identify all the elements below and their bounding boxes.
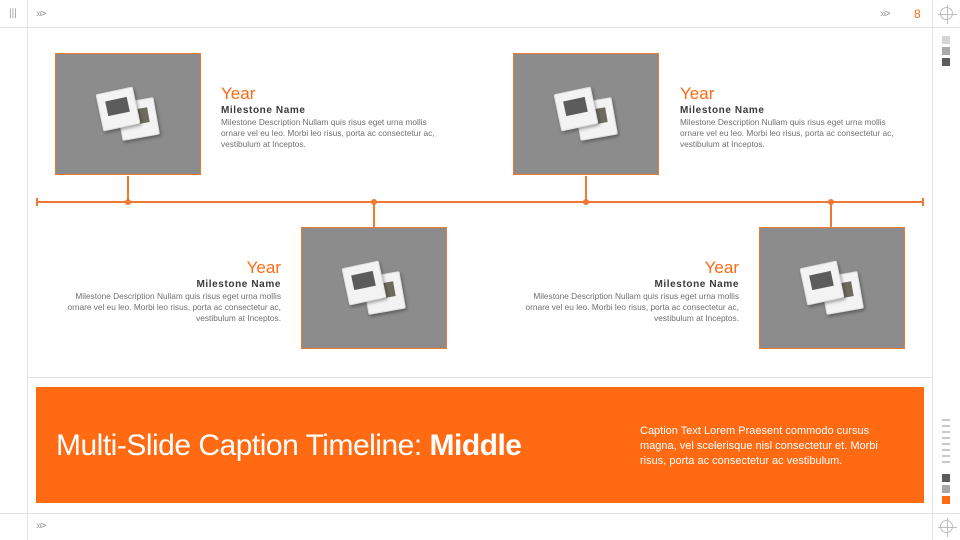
page-number: 8 [914, 7, 921, 21]
chevrons-icon[interactable]: »> [880, 8, 889, 20]
caption-title-light: Multi-Slide Caption Timeline: [56, 429, 430, 462]
swatch-light [942, 36, 950, 44]
swatch-mid [942, 485, 950, 493]
milestone-year: Year [246, 258, 281, 277]
chevrons-icon[interactable]: »> [36, 8, 45, 20]
crosshair-icon [940, 7, 953, 20]
swatch-dark [942, 474, 950, 482]
guide-mid [28, 377, 932, 378]
swatch-dark [942, 58, 950, 66]
milestone-node [371, 199, 377, 205]
milestone-description: Milestone Description Nullam quis risus eget urna mollis ornare vel eu leo. Morbi leo risus, porta ac consectetur ac, vestibulum at Inceptos. [221, 117, 435, 149]
milestone-photo[interactable] [55, 53, 201, 175]
milestone-name: Milestone Name [221, 105, 306, 116]
milestone-description: Milestone Description Nullam quis risus eget urna mollis ornare vel eu leo. Morbi leo risus, porta ac consectetur ac, vestibulum at Inceptos. [525, 291, 739, 323]
guide-left [27, 0, 28, 540]
milestone-photo[interactable] [513, 53, 659, 175]
caption-title-bold: Middle [429, 429, 522, 462]
guide-tick [942, 449, 950, 451]
milestone-name: Milestone Name [654, 279, 739, 290]
milestone-name: Milestone Name [680, 105, 765, 116]
menu-icon[interactable]: ||| [9, 8, 17, 19]
timeline-axis [36, 201, 924, 203]
caption-text: Caption Text Lorem Praesent commodo cursus magna, vel scelerisque nisl consectetur et. Morbi risus, porta ac consectetur ac vestibulum. [640, 425, 878, 467]
guide-top [0, 27, 960, 28]
milestone-node [583, 199, 589, 205]
swatch-orange [942, 496, 950, 504]
milestone-name: Milestone Name [196, 279, 281, 290]
guide-tick [942, 455, 950, 457]
guide-tick [942, 419, 950, 421]
guide-tick [942, 425, 950, 427]
milestone-year: Year [680, 84, 715, 103]
milestone-description: Milestone Description Nullam quis risus eget urna mollis ornare vel eu leo. Morbi leo risus, porta ac consectetur ac, vestibulum at Inceptos. [67, 291, 281, 323]
milestone-description: Milestone Description Nullam quis risus eget urna mollis ornare vel eu leo. Morbi leo risus, porta ac consectetur ac, vestibulum at Inceptos. [680, 117, 894, 149]
milestone-node [828, 199, 834, 205]
milestone-year: Year [704, 258, 739, 277]
guide-tick [942, 437, 950, 439]
milestone-photo[interactable] [301, 227, 447, 349]
swatch-mid [942, 47, 950, 55]
timeline-end-left [36, 198, 38, 206]
caption-band [36, 387, 924, 503]
chevrons-icon[interactable]: »> [36, 520, 45, 532]
milestone-connector [373, 202, 375, 228]
crosshair-icon [940, 520, 953, 533]
caption-title [56, 429, 522, 463]
guide-right [932, 0, 933, 540]
milestone-year: Year [221, 84, 256, 103]
milestone-node [125, 199, 131, 205]
guide-bottom [0, 513, 960, 514]
milestone-photo[interactable] [759, 227, 905, 349]
milestone-connector [830, 202, 832, 228]
guide-tick [942, 461, 950, 463]
guide-tick [942, 431, 950, 433]
guide-tick [942, 443, 950, 445]
timeline-end-right [922, 198, 924, 206]
